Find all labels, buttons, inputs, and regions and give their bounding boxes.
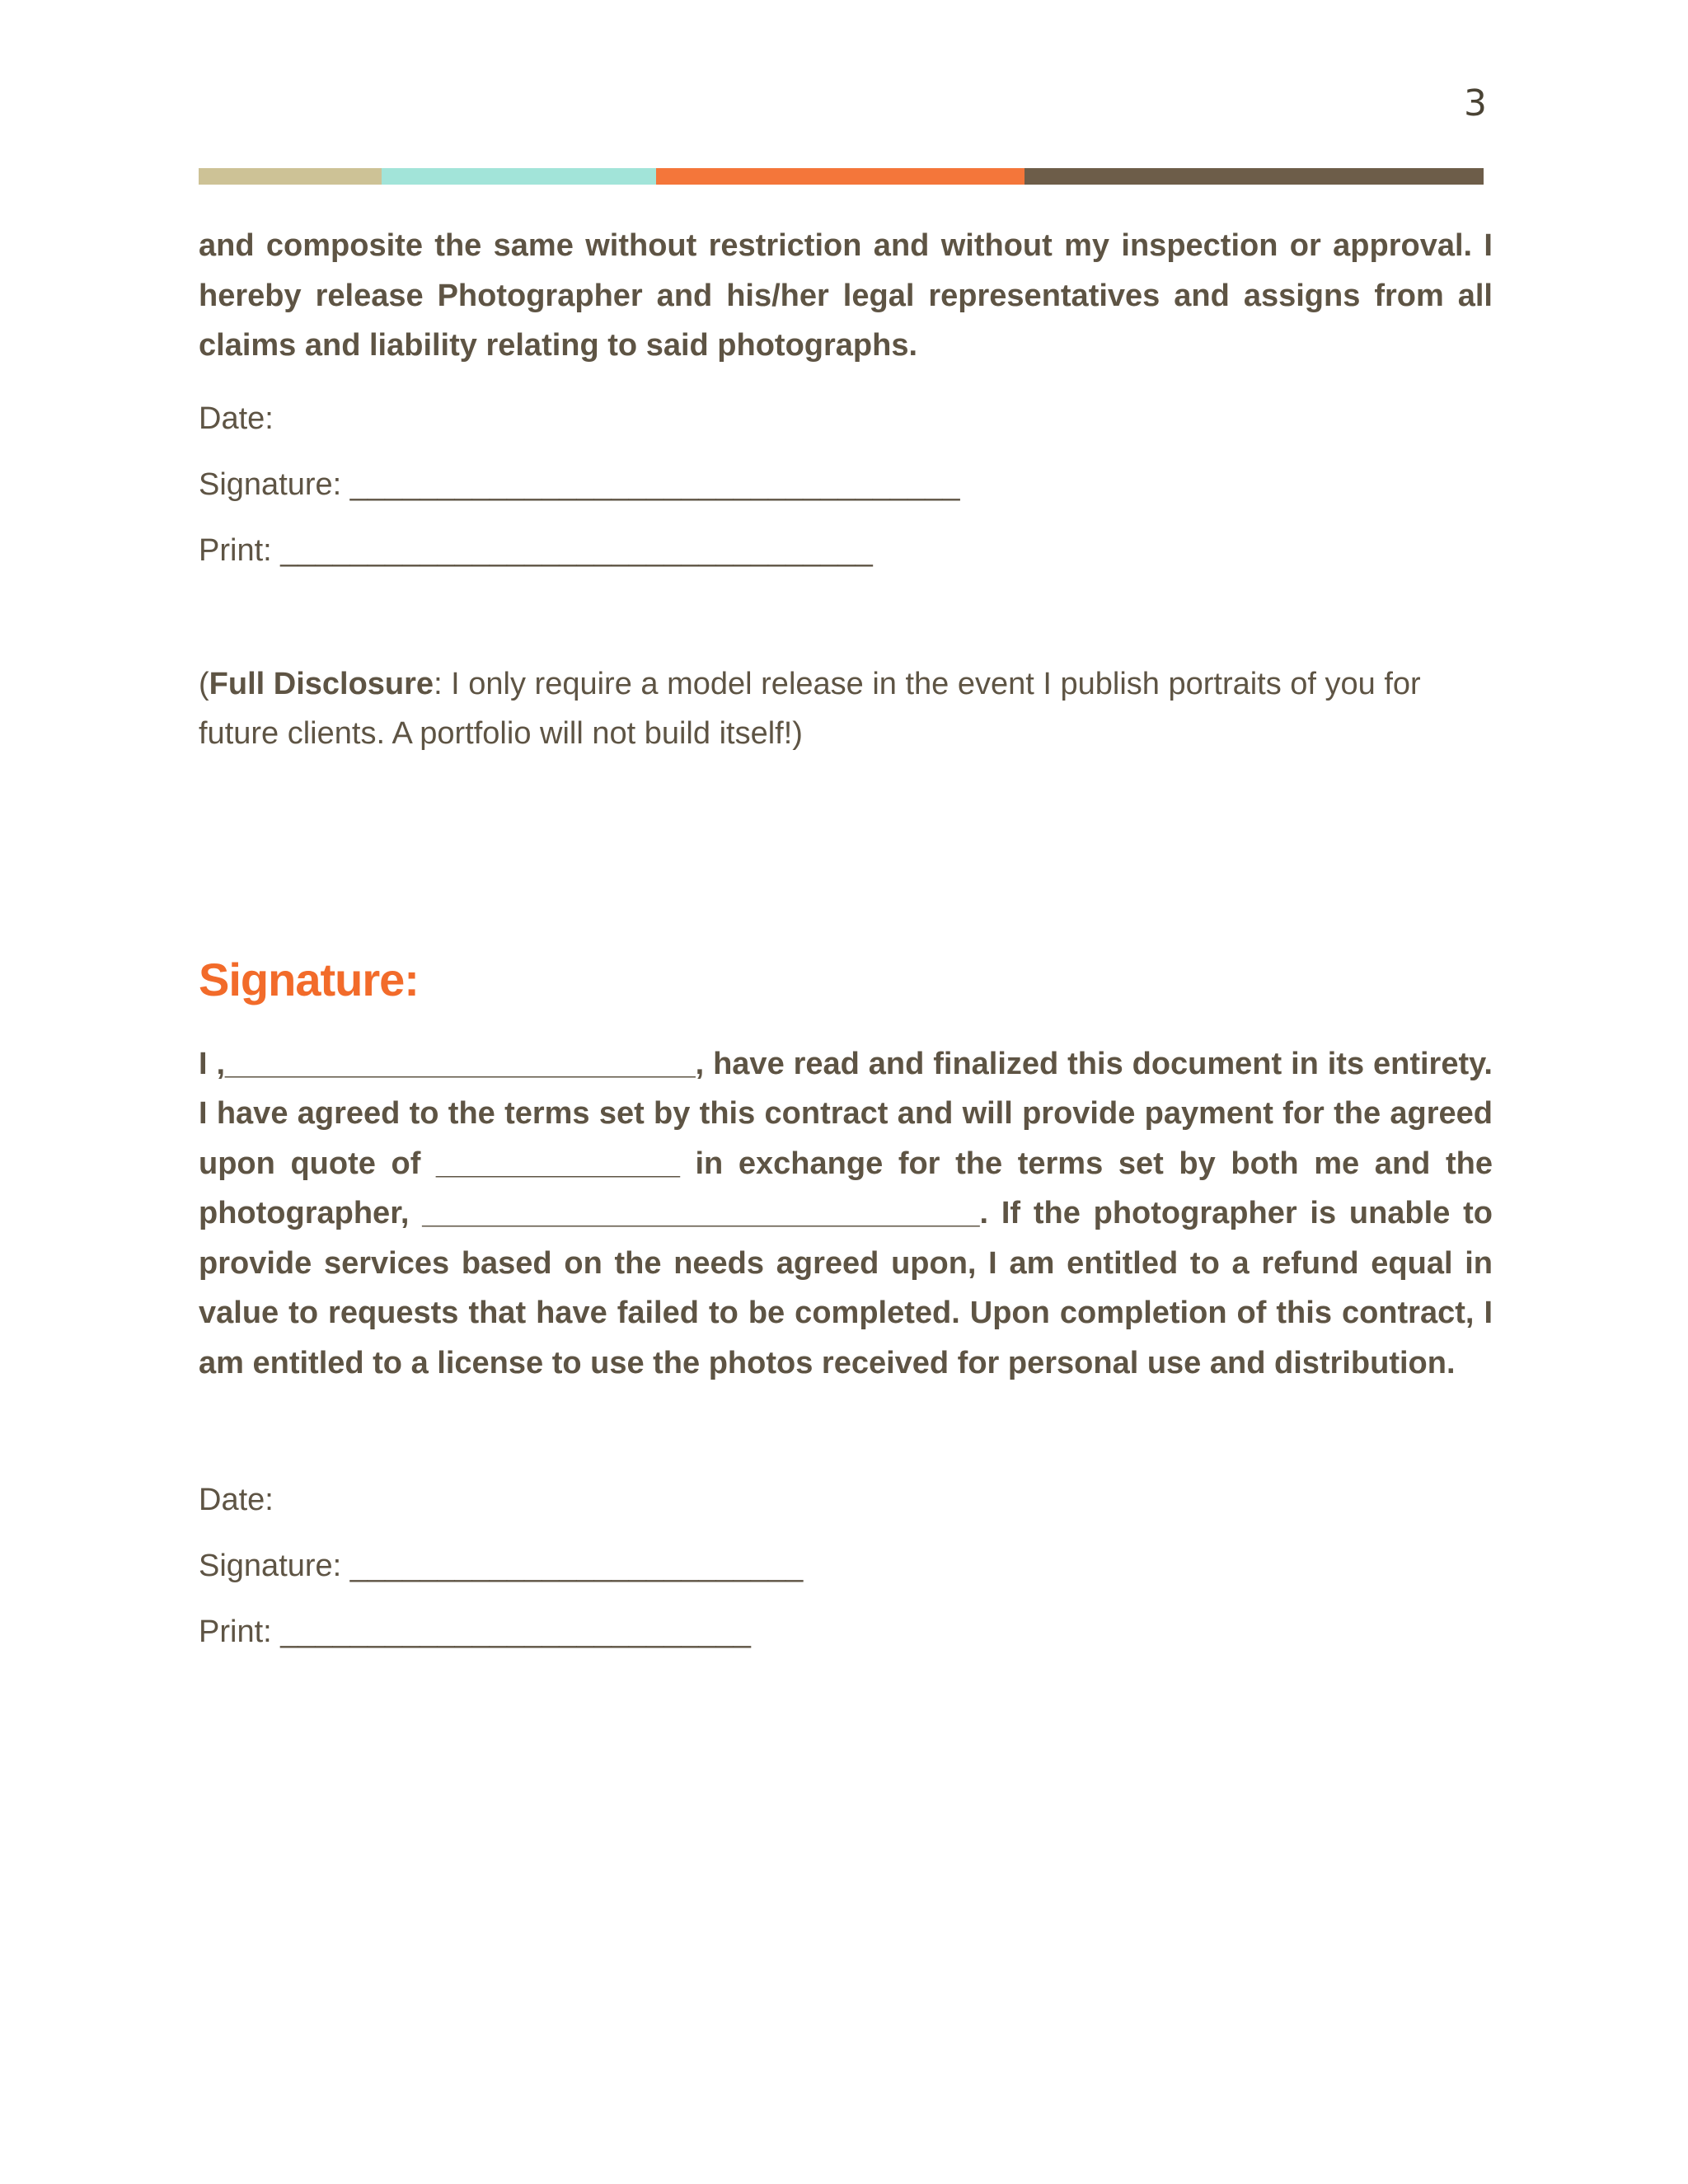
decorative-color-bar [199,168,1484,185]
page-content [199,221,1493,1665]
disclosure-text: : I only require a model release in the event I publish portraits of you for future clients. A portfolio will not build itself!) [199,666,1421,751]
signature-signature-line: Signature: __________________________ [199,1549,804,1583]
release-date-label: Date: [199,401,274,436]
signature-heading: Signature: [199,953,419,1005]
signature-date-label: Date: [199,1483,274,1517]
disclosure-bold-label: Full Disclosure [209,666,434,701]
signature-agreement-paragraph: I ,___________________________, have read and finalized this document in its entirety. I have agreed to the terms set by this contract and will provide payment for the agreed upon quote of ______________ in exchange for the terms set by both me and the photographer, ________________________________. If the photographer is unable to provide services based on the needs agreed upon, I am entitled to a refund equal in value to requests that have failed to be completed. Upon completion of this contract, I am entitled to a license to use the photos received for personal use and distribution. [199,1046,1493,1380]
release-signature-line: Signature: ___________________________________ [199,466,960,502]
color-bar-segment-aqua [382,168,656,185]
color-bar-segment-brown [1025,168,1484,185]
color-bar-segment-tan [199,168,382,185]
page-number: 3 [1464,82,1487,124]
release-paragraph: and composite the same without restriction and without my inspection or approval. I hereby release Photographer and his/her legal representatives and assigns from all claims and liability relating to said photographs. [199,228,1493,363]
release-print-line: Print: __________________________________ [199,532,873,568]
disclosure-open-paren: ( [199,666,209,701]
color-bar-segment-orange [656,168,1025,185]
full-disclosure-note [199,659,1493,758]
signature-print-line: Print: ___________________________ [199,1615,751,1649]
